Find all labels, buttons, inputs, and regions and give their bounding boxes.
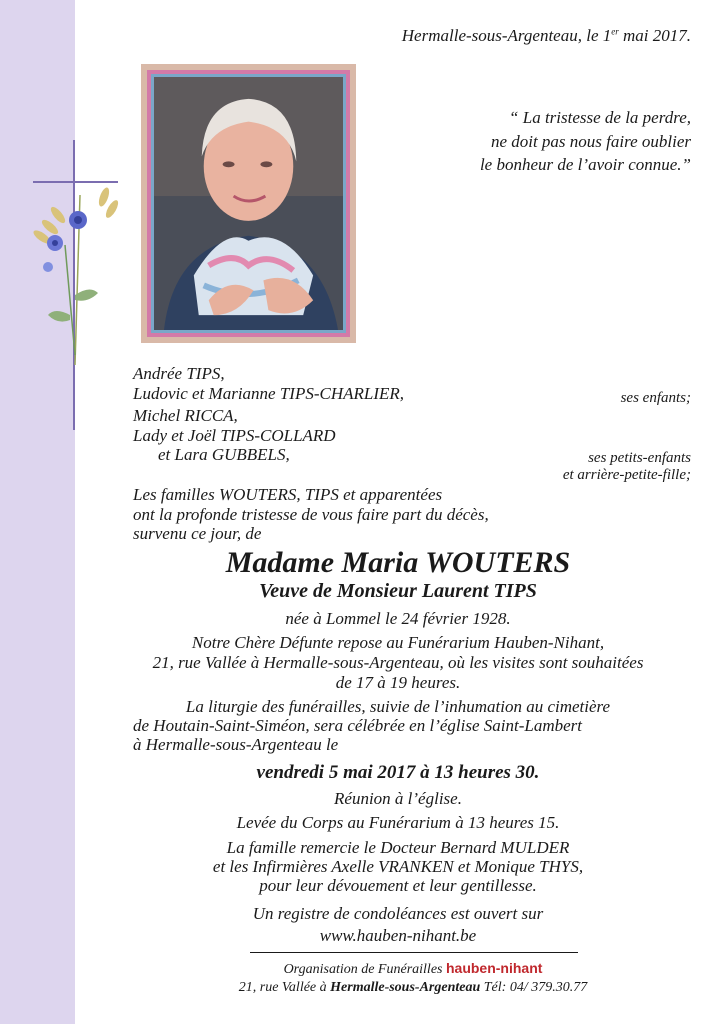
place-date: Hermalle-sous-Argenteau, le 1er mai 2017.: [401, 26, 691, 45]
funeral-date-time: vendredi 5 mai 2017 à 13 heures 30.: [256, 762, 540, 783]
family-name-3: Michel RICCA,: [133, 406, 238, 425]
meeting-line: Réunion à l’église.: [334, 789, 462, 808]
relation-grandchildren: ses petits-enfants: [588, 450, 691, 466]
family-name-1: Andrée TIPS,: [133, 364, 225, 383]
birth-line: née à Lommel le 24 février 1928.: [285, 609, 511, 628]
decorative-sidebar: [0, 0, 75, 1024]
thanks-line-2: et les Infirmières Axelle VRANKEN et Monique THYS,: [212, 857, 584, 876]
thanks-line-3: pour leur dévouement et leur gentillesse.: [259, 876, 537, 895]
family-name-5: et Lara GUBBELS,: [158, 445, 290, 464]
rest-line-2: 21, rue Vallée à Hermalle-sous-Argenteau, où les visites sont souhaitées: [152, 653, 644, 672]
website-link[interactable]: www.hauben-nihant.be: [319, 926, 477, 945]
footer-divider: [250, 952, 578, 953]
relation-children: ses enfants;: [620, 390, 691, 406]
rest-line-1: Notre Chère Défunte repose au Funérarium Hauben-Nihant,: [191, 633, 605, 652]
announcement-line-1: Les familles WOUTERS, TIPS et apparentées: [133, 485, 443, 504]
widow-line: Veuve de Monsieur Laurent TIPS: [259, 580, 537, 602]
quote-line-1: “ La tristesse de la perdre,: [509, 108, 691, 127]
flower-illustration: [20, 175, 130, 375]
levee-line: Levée du Corps au Funérarium à 13 heures 15.: [236, 813, 560, 832]
portrait-image-icon: [154, 77, 343, 330]
quote-line-2: ne doit pas nous faire oublier: [490, 132, 691, 151]
announcement-line-2: ont la profonde tristesse de vous faire part du décès,: [133, 505, 489, 524]
brand-logo: hauben-nihant: [445, 960, 543, 976]
footer-address: 21, rue Vallée à Hermalle-sous-Argenteau Tél: 04/ 379.30.77: [238, 980, 588, 995]
announcement-line-3: survenu ce jour, de: [133, 524, 262, 543]
relation-great-grandchild: et arrière-petite-fille;: [562, 467, 691, 483]
quote-line-3: le bonheur de l’avoir connue.”: [479, 155, 691, 174]
family-name-2: Ludovic et Marianne TIPS-CHARLIER,: [133, 384, 405, 403]
portrait-photo: [147, 70, 350, 337]
deceased-name: Madame Maria WOUTERS: [225, 546, 571, 579]
family-name-4: Lady et Joël TIPS-COLLARD: [133, 426, 336, 445]
liturgy-line-3: à Hermalle-sous-Argenteau le: [133, 735, 339, 754]
liturgy-line-1: La liturgie des funérailles, suivie de l’inhumation au cimetière: [185, 697, 611, 716]
liturgy-line-2: de Houtain-Saint-Siméon, sera célébrée en l’église Saint-Lambert: [133, 716, 582, 735]
rest-line-3: de 17 à 19 heures.: [335, 673, 461, 692]
thanks-line-1: La famille remercie le Docteur Bernard MULDER: [226, 838, 570, 857]
register-line: Un registre de condoléances est ouvert sur: [252, 904, 544, 923]
footer-organisation: Organisation de Funérailles hauben-nihant: [283, 960, 543, 977]
